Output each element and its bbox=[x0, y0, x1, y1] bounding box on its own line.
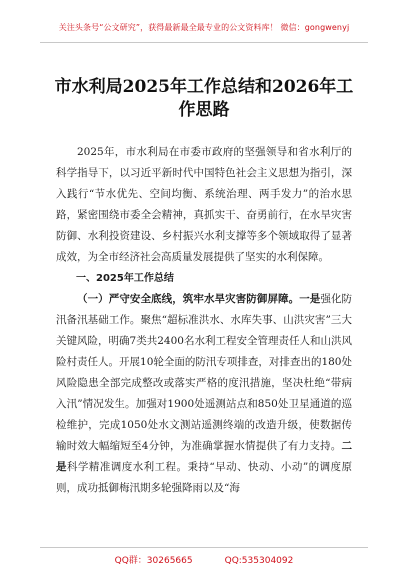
header-notice: 关注头条号“公文研究”，获得最新最全最专业的公文资料库！ 微信：gongwenyj bbox=[58, 23, 350, 32]
footer-contact bbox=[0, 553, 408, 566]
qq-number: QQ:535304092 bbox=[224, 556, 294, 566]
point-marker-2: 二是 bbox=[56, 440, 352, 473]
intro-paragraph: 2025年，市水利局在市委市政府的坚强领导和省水利厅的科学指导下，以习近平新时代中国特色社会主义思想为指引，深入践行“节水优先、空间均衡、系统治理、两手发力”的治水思路，紧密围绕市委全会精神，真抓实干、奋勇前行，在水旱灾害防御、水利投资建设、乡村振兴水利支撑等多个领域取得了显著成效，为全市经济社会高质量发展提供了坚实的水利保障。 bbox=[56, 146, 352, 263]
document-body bbox=[56, 142, 352, 499]
qq-group: QQ群：30265665 bbox=[114, 556, 193, 566]
subsection-heading: （一）严守安全底线，筑牢水旱灾害防御屏障。 bbox=[77, 293, 300, 305]
section-heading: 一、2025年工作总结 bbox=[76, 273, 174, 284]
header-divider bbox=[40, 42, 368, 43]
point-text: 强化防汛备汛基础工作。聚焦“超标准洪水、水库失事、山洪灾害”三大关键风险，明确7类共2400名水利工程安全管理责任人和山洪风险村责任人。开展10轮全面的防汛专项排查，对排查出的180处风险隐患全部完成整改或落实严格的度汛措施，坚决杜绝“带病入汛”情况发生。加强对1900处遥测站点和850处卫星通道的巡检维护，完成1050处水文测站遥测终端的改造升级，使数据传输时效大幅缩短至4分钟，为准确掌握水情提供了有力支持。 bbox=[56, 293, 353, 452]
document-title: 市水利局2025年工作总结和2026年工作思路 bbox=[54, 77, 354, 120]
point-marker: 一是 bbox=[299, 293, 321, 305]
point-text-2: 科学精准调度水利工程。秉持“早动、快动、小动”的调度原则，成功抵御梅汛期多轮强降雨以及“海 bbox=[56, 461, 352, 494]
body-paragraph bbox=[56, 289, 352, 499]
footer-divider bbox=[40, 547, 368, 548]
